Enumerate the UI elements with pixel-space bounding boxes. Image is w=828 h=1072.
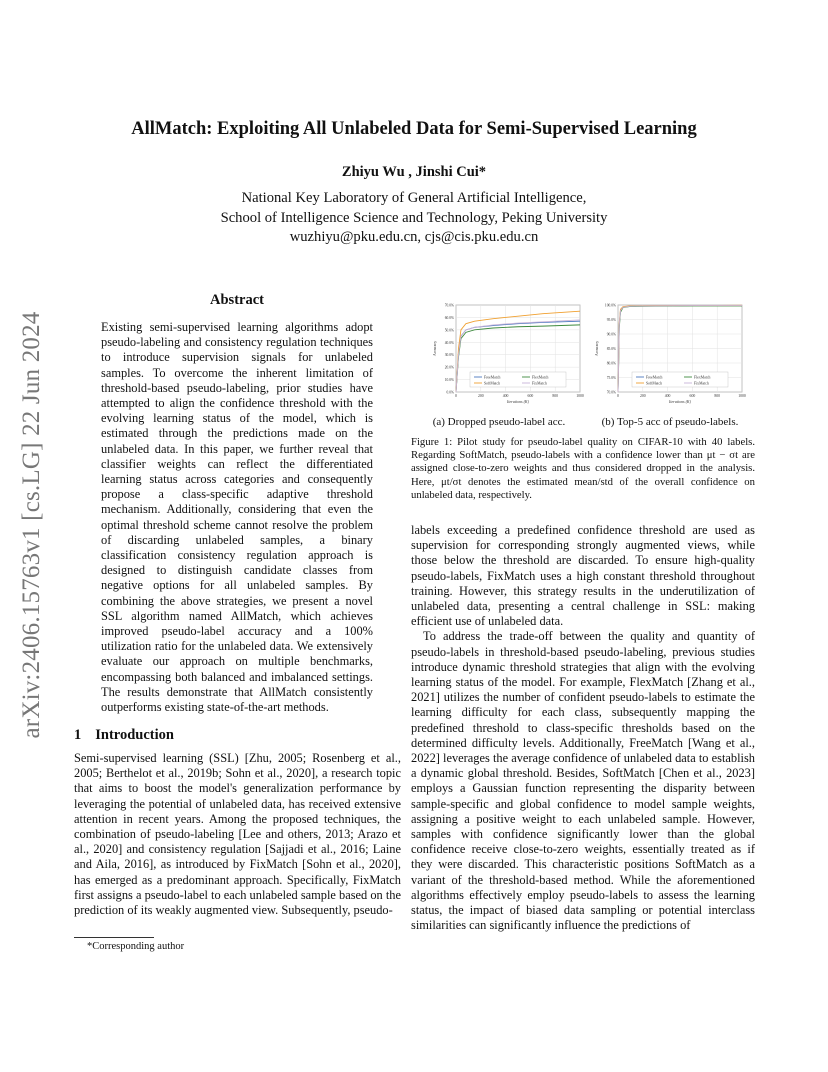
footnote-rule [74,937,154,938]
y-tick-label: 75.0% [606,376,616,380]
legend-entry: SoftMatch [646,381,663,386]
legend-entry: FixMatch [694,381,709,386]
intro-paragraph-1: labels exceeding a predefined confidence threshold are used as supervision for corresponding strongly augmented views, while those below the threshold are discarded. To ensure high-quality pseudo-labels, FixMatch uses a high constant threshold throughout training. However, this strategy results in the underutilization of unlabeled data, presenting a central challenge in SSL: making efficient use of unlabeled data. [411,523,755,629]
chart-a-svg [430,300,588,410]
chart-b-svg [592,300,750,410]
y-tick-label: 95.0% [606,318,616,322]
y-tick-label: 40.0% [444,340,454,345]
figure-caption: Figure 1: Pilot study for pseudo-label quality on CIFAR-10 with 40 labels. Regarding SoftMatch, pseudo-labels with a confidence lower than μt − σt are assigned close-to-zero weights and thus considered dropped in the analysis. Here, μt/σt denotes the estimated mean/std of the overall confidence on unlabeled data, respectively. [411,436,755,501]
subcaption-a: (a) Dropped pseudo-label acc. [432,416,566,428]
x-tick-label: 600 [527,394,534,398]
section-title: Introduction [95,727,174,743]
x-axis-label: Iterations (K) [507,399,529,404]
author-emails: wuzhiyu@pku.edu.cn, cjs@cis.pku.edu.cn [289,229,539,245]
intro-heading [74,727,174,744]
y-axis-label: Accuracy [432,340,437,357]
legend-entry: SoftMatch [484,381,501,386]
y-tick-label: 20.0% [444,365,454,370]
y-tick-label: 30.0% [444,353,454,358]
legend-entry: FixMatch [532,381,547,386]
intro-paragraph-2: To address the trade-off between the quality and quantity of pseudo-labels in threshold-based pseudo-labeling, previous studies introduce dynamic threshold strategies that align with the evolving learning status of the model. For example, FlexMatch [Zhang et al., 2021] utilizes the number of confident pseudo-labels to estimate the learning difficulty for each class, subsequently mapping the predefined threshold to class-specific thresholds based on the determined difficulty levels. Additionally, FreeMatch [Wang et al., 2022] leverages the average confidence of unlabeled data to establish a dynamic global threshold. Besides, SoftMatch [Chen et al., 2023] employs a Gaussian function representing the disparity between sample-specific and global confidence to model sample weights, assigning a positive weight to each unlabeled sample. However, samples with confidence significantly lower than the global confidence receive close-to-zero weights, essentially treated as if they were discarded. This characteristic positions SoftMatch as a variant of the threshold-based method. While the aforementioned algorithms effectively employ pseudo-labels to assess the learning status, the impact of biased data sampling or potential interclass similarities can significantly influence the predictions of [411,629,755,933]
affiliation-line-1: National Key Laboratory of General Artificial Intelligence, [241,190,587,206]
affiliation-block [0,189,828,248]
intro-left-text: Semi-supervised learning (SSL) [Zhu, 2005; Rosenberg et al., 2005; Berthelot et al., 2019b; Sohn et al., 2020], a research topic that aims to boost the model's generalization performance by leveraging the potential of unlabeled data, has received extensive attention in recent years. Among the proposed techniques, the combination of pseudo-labeling [Lee and others, 2013; Arazo et al., 2020] and consistency regulation [Sajjadi et al., 2016; Laine and Aila, 2016], as introduced by FixMatch [Sohn et al., 2020], has emerged as a predominant approach. Specifically, FixMatch first assigns a pseudo-label to each unlabeled sample based on the prediction of its weakly augmented view. Subsequently, pseudo- [74,751,401,918]
paper-authors: Zhiyu Wu , Jinshi Cui* [341,164,487,180]
x-tick-label: 400 [664,394,671,398]
chart-b [592,300,750,410]
legend-entry: FlexMatch [532,375,549,380]
y-tick-label: 10.0% [444,378,454,383]
x-tick-label: 200 [477,394,484,398]
footnote: *Corresponding author [87,941,185,952]
section-number: 1 [74,727,82,743]
y-axis-label: Accuracy [594,340,599,357]
y-tick-label: 70.0% [606,390,616,395]
y-tick-label: 70.0% [444,303,454,308]
legend-entry: FreeMatch [646,375,663,380]
x-tick-label: 600 [689,394,696,398]
y-tick-label: 50.0% [444,328,454,333]
y-tick-label: 0.0% [446,390,454,395]
x-tick-label: 800 [714,394,721,398]
x-tick-label: 800 [552,394,559,398]
legend-entry: FlexMatch [694,375,711,380]
x-tick-label: 1000 [738,394,746,398]
arxiv-id: arXiv:2406.15763v1 [cs.LG] 22 Jun 2024 [18,311,45,739]
y-tick-label: 100.0% [604,303,616,308]
x-tick-label: 1000 [576,394,584,398]
x-axis-label: Iterations (K) [669,399,691,404]
affiliation-line-2: School of Intelligence Science and Technology, Peking University [220,209,608,226]
x-tick-label: 200 [639,394,646,398]
abstract-text: Existing semi-supervised learning algorithms adopt pseudo-labeling and consistency regulation techniques to introduce supervision signals for unlabeled samples. To overcome the inherent limitation of threshold-based pseudo-labeling, prior studies have attempted to align the confidence threshold with the evolving learning status of the model, which is estimated through the predictions made on the unlabeled data. In this paper, we further reveal that classifier weights can reflect the differentiated learning status across categories and consequently propose a class-specific adaptive threshold mechanism. Additionally, considering that even the optimal threshold scheme cannot resolve the problem of discarding unlabeled samples, a binary classification consistency regulation approach is designed to distinguish candidate classes from negative options for all unlabeled samples. By combining the above strategies, we present a novel SSL algorithm named AllMatch, which achieves improved pseudo-label accuracy and a 100% utilization ratio for the unlabeled data. We extensively evaluate our approach on multiple benchmarks, encompassing both balanced and imbalanced settings. The results demonstrate that AllMatch consistently outperforms existing state-of-the-art methods. [101,320,373,715]
y-tick-label: 85.0% [606,347,616,351]
x-tick-label: 0 [455,394,457,398]
paper-title: AllMatch: Exploiting All Unlabeled Data for Semi-Supervised Learning [131,119,697,139]
y-tick-label: 90.0% [606,332,616,337]
y-tick-label: 60.0% [444,315,454,320]
legend-entry: FreeMatch [484,375,501,380]
x-tick-label: 0 [617,394,619,398]
intro-right-text [411,523,755,933]
subcaption-b: (b) Top-5 acc of pseudo-labels. [601,416,739,428]
arxiv-watermark [17,290,47,760]
x-tick-label: 400 [502,394,509,398]
abstract-heading: Abstract [210,292,264,308]
chart-a [430,300,588,410]
y-tick-label: 80.0% [606,361,616,366]
